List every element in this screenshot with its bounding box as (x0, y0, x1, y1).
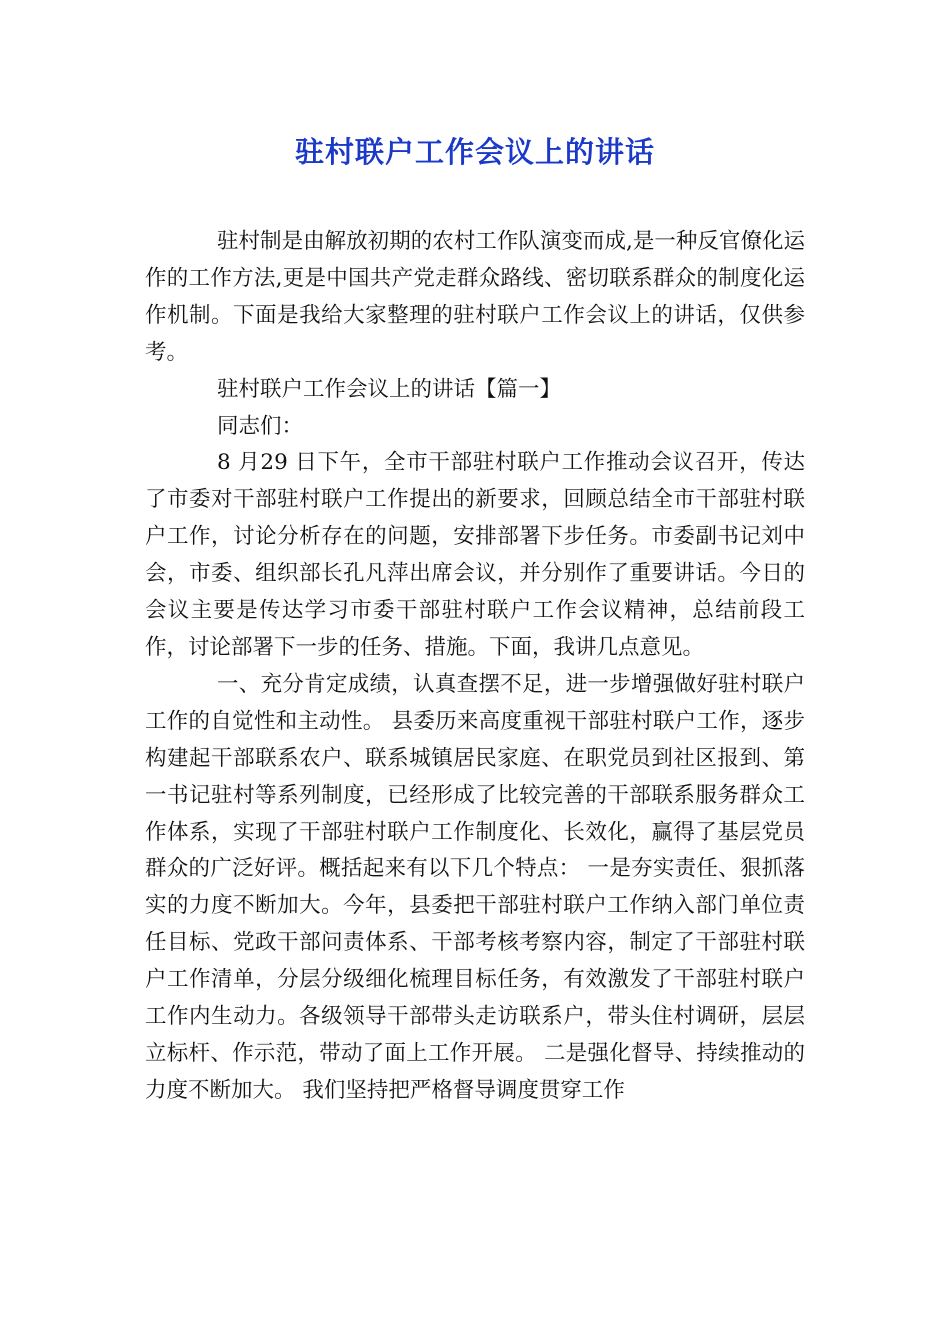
salutation: 同志们： (217, 413, 304, 439)
body-paragraph: 一、充分肯定成绩，认真查摆不足，进一步增强做好驻村联户工作的自觉性和主动性。 县委历来高度重视干部驻村联户工作，逐步构建起干部联系农户、联系城镇居民家庭、在职党员到社区报到、第一书记驻村等系列制度，已经形成了比较完善的干部联系服务群众工作体系，实现了干部驻村联户工作制度化、长效化，赢得了基层党员群众的广泛好评。概括起来有以下几个特点： 一是夯实责任、狠抓落实的力度不断加大。今年，县委把干部驻村联户工作纳入部门单位责任目标、党政干部问责体系、干部考核考察内容，制定了干部驻村联户工作清单，分层分级细化梳理目标任务，有效激发了干部驻村联户工作内生动力。各级领导干部带头走访联系户，带头住村调研，层层立标杆、作示范，带动了面上工作开展。 二是强化督导、持续推动的力度不断加大。 我们坚持把严格督导调度贯穿工作 (145, 671, 805, 1103)
body-paragraph: 8 月29 日下午，全市干部驻村联户工作推动会议召开，传达了市委对干部驻村联户工作提出的新要求，回顾总结全市干部驻村联户工作，讨论分析存在的问题，安排部署下步任务。市委副书记刘中会，市委、组织部长孔凡萍出席会议，并分别作了重要讲话。今日的会议主要是传达学习市委干部驻村联户工作会议精神，总结前段工作，讨论部署下一步的任务、措施。下面，我讲几点意见。 (145, 450, 805, 660)
section-heading: 驻村联户工作会议上的讲话【篇一】 (217, 376, 562, 402)
document-body (145, 224, 805, 1110)
intro-paragraph: 驻村制是由解放初期的农村工作队演变而成,是一种反官僚化运作的工作方法,更是中国共产党走群众路线、密切联系群众的制度化运作机制。下面是我给大家整理的驻村联户工作会议上的讲话，仅供参考。 (145, 229, 805, 365)
document-title: 驻村联户工作会议上的讲话 (294, 135, 655, 169)
